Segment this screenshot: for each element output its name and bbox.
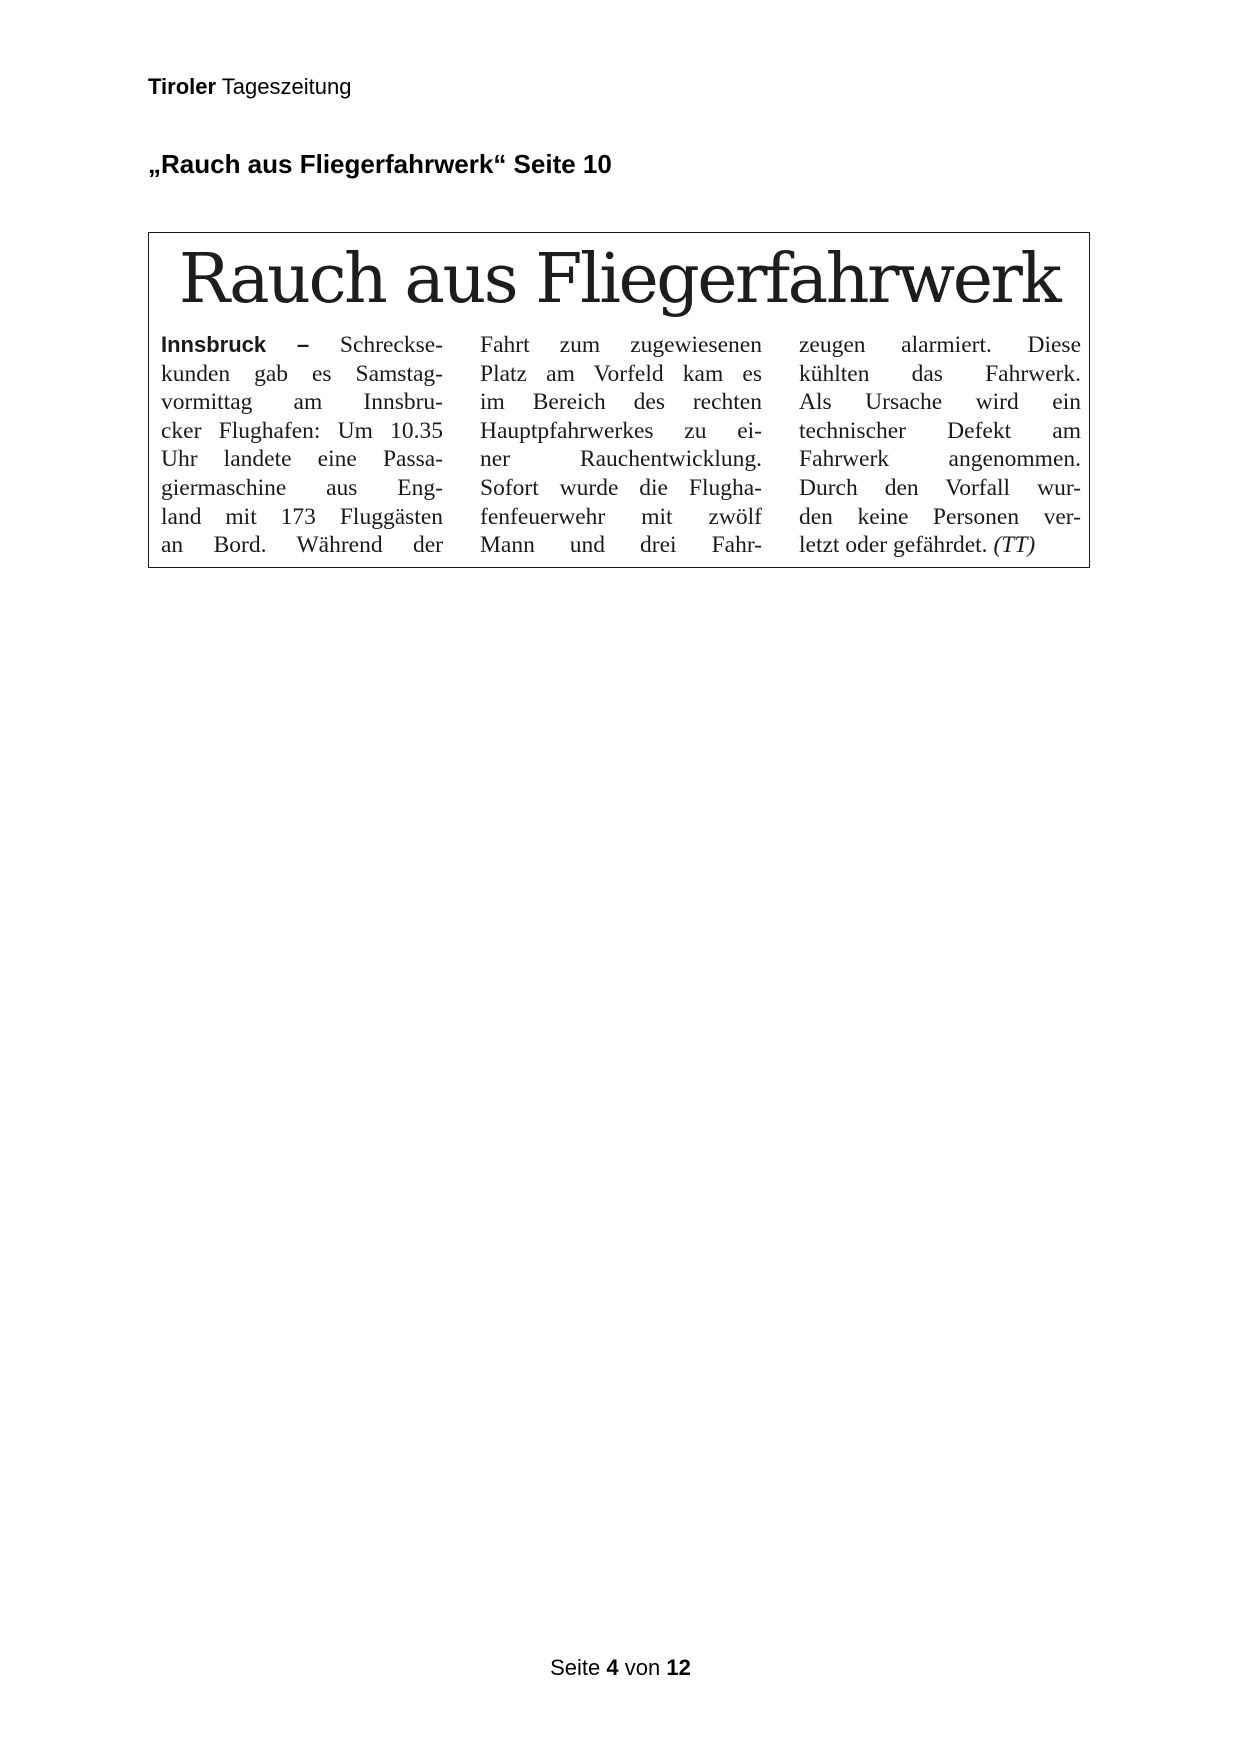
footer-page-label: Seite	[550, 1655, 601, 1680]
article-column-3	[799, 331, 1081, 561]
article-line: vormittag am Innsbru-	[161, 389, 443, 416]
newspaper-name-bold: Tiroler	[148, 74, 217, 99]
article-line: technischer Defekt am	[799, 417, 1081, 444]
article-line	[799, 531, 1081, 560]
article-column-1	[161, 331, 443, 561]
footer-current-page: 4	[606, 1655, 619, 1680]
article-line: Uhr landete eine Passa-	[161, 446, 443, 473]
article-line: Sofort wurde die Flugha-	[480, 474, 762, 501]
article-line: ner Rauchentwicklung.	[480, 446, 762, 473]
article-line: Hauptpfahrwerkes zu ei-	[480, 417, 762, 444]
article-line: giermaschine aus Eng-	[161, 474, 443, 501]
article-line: zeugen alarmiert. Diese	[799, 332, 1081, 358]
article-signoff: (TT)	[993, 532, 1036, 559]
article-line: kühlten das Fahrwerk.	[799, 360, 1081, 387]
clip-title: „Rauch aus Fliegerfahrwerk“ Seite 10	[148, 149, 612, 179]
article-line: Durch den Vorfall wur-	[799, 474, 1081, 501]
article-line-text: Schreckse-	[339, 332, 444, 358]
dateline-dash: –	[296, 332, 310, 357]
article-line: den keine Personen ver-	[799, 503, 1081, 530]
newspaper-source-header	[148, 73, 351, 101]
article-line: kunden gab es Samstag-	[161, 360, 443, 387]
page-footer	[0, 1654, 1241, 1682]
article-column-2	[480, 331, 762, 561]
footer-total-pages: 12	[666, 1655, 691, 1680]
article-line: fenfeuerwehr mit zwölf	[480, 503, 762, 530]
article-line-text: letzt oder gefährdet.	[799, 532, 988, 559]
newspaper-name-regular: Tageszeitung	[221, 74, 352, 99]
article-line: an Bord. Während der	[161, 532, 443, 559]
article-line: cker Flughafen: Um 10.35	[161, 417, 443, 444]
article-line: Als Ursache wird ein	[799, 389, 1081, 416]
article-line	[161, 331, 443, 360]
footer-of-label: von	[624, 1655, 661, 1680]
newspaper-clipping	[148, 232, 1090, 568]
article-line: land mit 173 Fluggästen	[161, 503, 443, 530]
article-body	[161, 331, 1081, 561]
article-dateline: Innsbruck	[161, 332, 267, 357]
article-line: Fahrt zum zugewiesenen	[480, 332, 762, 358]
article-line: Fahrwerk angenommen.	[799, 446, 1081, 473]
article-headline: Rauch aus Fliegerfahrwerk	[178, 240, 1060, 319]
article-line: im Bereich des rechten	[480, 389, 762, 416]
article-line: Platz am Vorfeld kam es	[480, 360, 762, 387]
article-line: Mann und drei Fahr-	[480, 532, 762, 559]
